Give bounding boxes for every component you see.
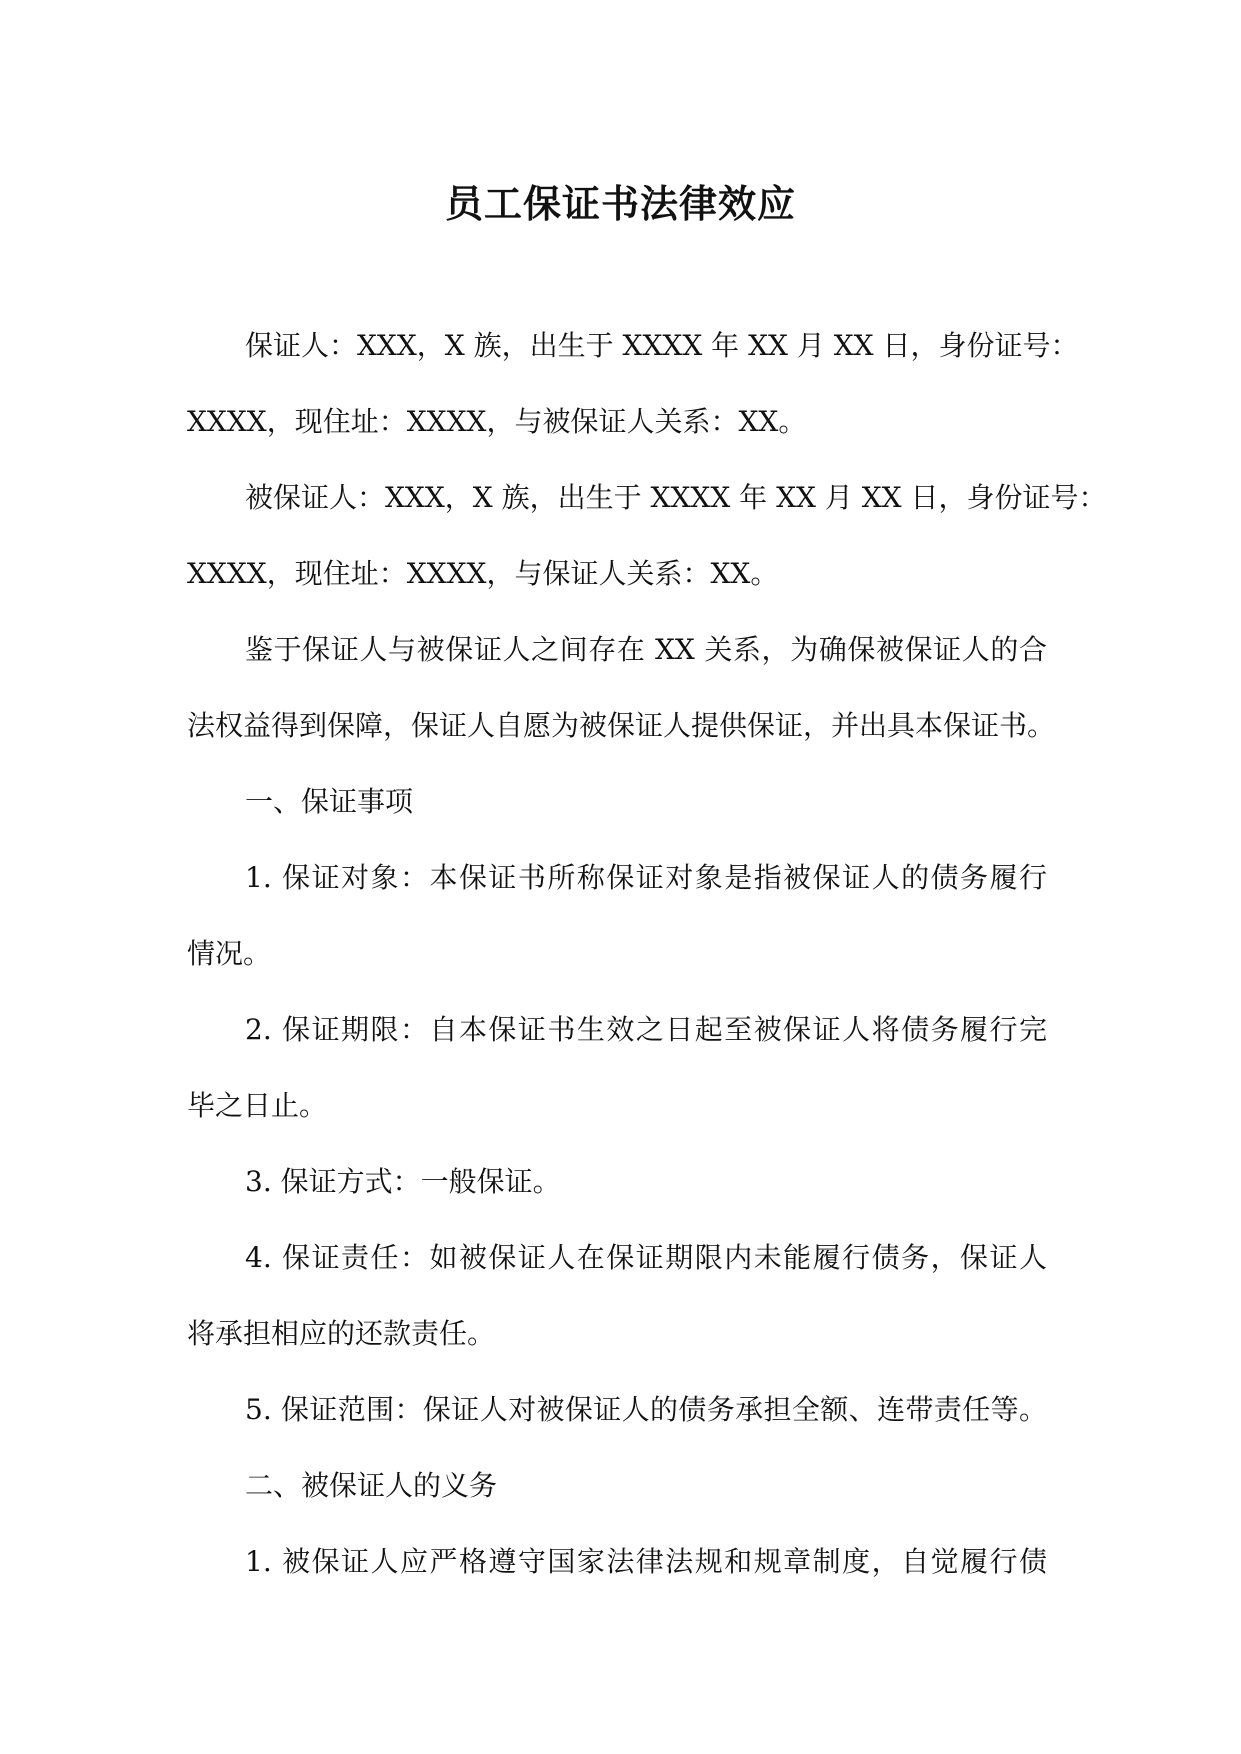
list-item-line: 4. 保证责任：如被保证人在保证期限内未能履行债务，保证人 <box>245 1241 1047 1274</box>
list-item-line: 1. 保证对象：本保证书所称保证对象是指被保证人的债务履行 <box>245 861 1047 894</box>
paragraph-line: XXXX，现住址：XXXX，与保证人关系：XX。 <box>187 557 779 590</box>
paragraph-line: 被保证人：XXX，X 族，出生于 XXXX 年 XX 月 XX 日，身份证号： <box>245 481 1107 514</box>
list-item-line: 将承担相应的还款责任。 <box>187 1317 496 1350</box>
paragraph-line: 法权益得到保障，保证人自愿为被保证人提供保证，并出具本保证书。 <box>187 709 1056 742</box>
list-item-line: 1. 被保证人应严格遵守国家法律法规和规章制度，自觉履行债 <box>245 1545 1047 1578</box>
section-heading: 二、被保证人的义务 <box>245 1469 498 1502</box>
list-item-line: 毕之日止。 <box>187 1089 328 1122</box>
list-item-line: 2. 保证期限：自本保证书生效之日起至被保证人将债务履行完 <box>245 1013 1047 1046</box>
list-item-line: 情况。 <box>187 937 272 970</box>
paragraph-line: 保证人：XXX，X 族，出生于 XXXX 年 XX 月 XX 日，身份证号： <box>245 329 1079 362</box>
list-item-line: 3. 保证方式：一般保证。 <box>245 1165 561 1198</box>
list-item-line: 5. 保证范围：保证人对被保证人的债务承担全额、连带责任等。 <box>245 1393 1047 1426</box>
paragraph-line: XXXX，现住址：XXXX，与被保证人关系：XX。 <box>187 405 807 438</box>
document-body <box>187 308 1107 1600</box>
section-heading: 一、保证事项 <box>245 785 414 818</box>
paragraph-line: 鉴于保证人与被保证人之间存在 XX 关系，为确保被保证人的合 <box>245 633 1047 666</box>
document-title: 员工保证书法律效应 <box>444 182 796 226</box>
